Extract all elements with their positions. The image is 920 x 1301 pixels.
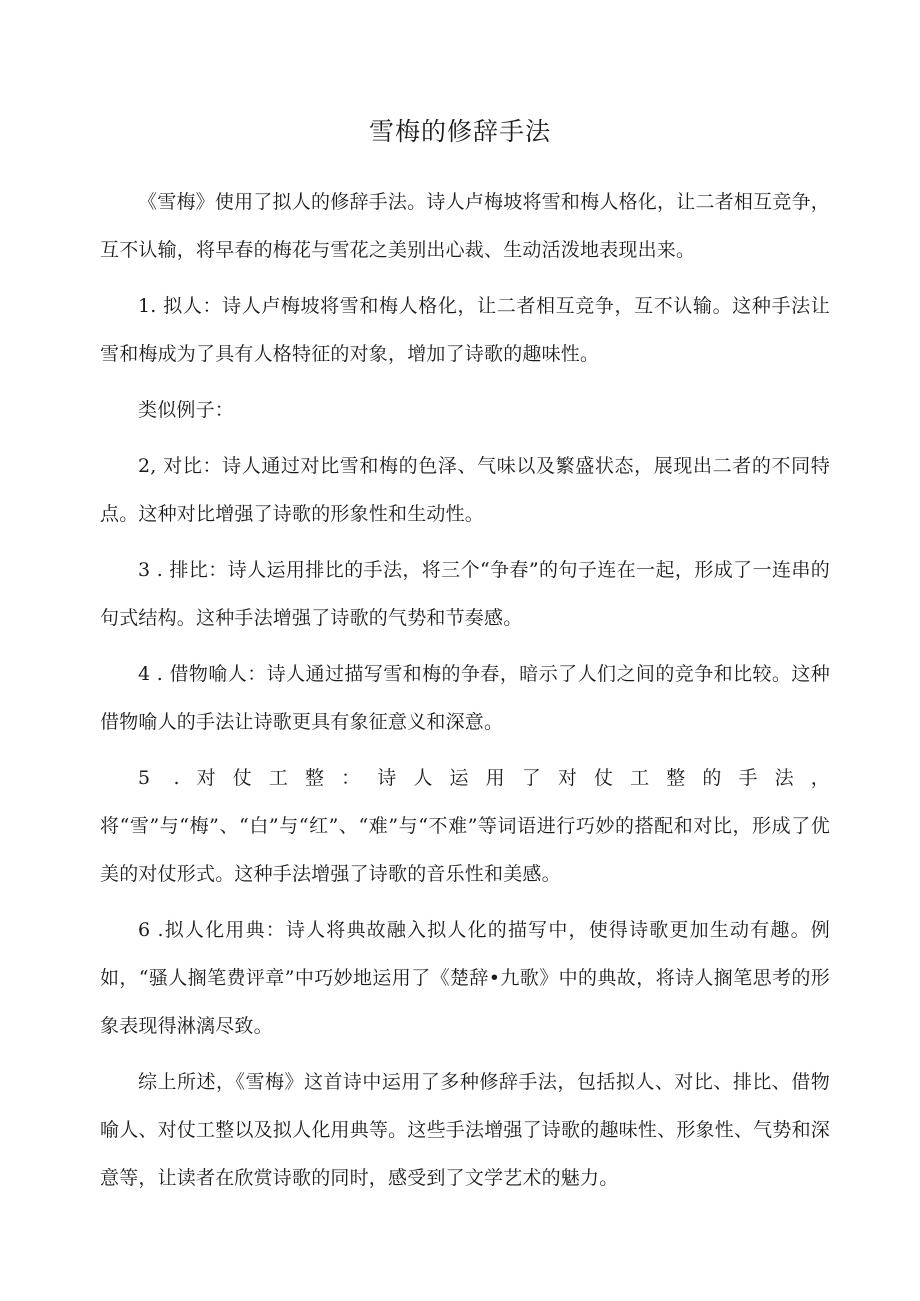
item-personification: 1. 拟人：诗人卢梅坡将雪和梅人格化，让二者相互竞争，互不认输。这种手法让雪和梅成为了具有人格特征的对象，增加了诗歌的趣味性。 xyxy=(100,295,830,365)
summary-paragraph: 综上所述，《雪梅》这首诗中运用了多种修辞手法，包括拟人、对比、排比、借物喻人、对仗工整以及拟人化用典等。这些手法增强了诗歌的趣味性、形象性、气势和深意等，让读者在欣赏诗歌的同时，感受到了文学艺术的魅力。 xyxy=(100,1071,830,1189)
document-body xyxy=(100,178,830,1210)
similar-examples-label: 类似例子： xyxy=(138,399,235,421)
item-antithesis: 5 .对仗工整：诗人运用了对仗工整的手法，将“雪”与“梅”、“白”与“红”、“难”与“不难”等词语进行巧妙的搭配和对比，形成了优美的对仗形式。这种手法增强了诗歌的音乐性和美感。 xyxy=(100,767,830,885)
document-title: 雪梅的修辞手法 xyxy=(368,117,551,146)
intro-paragraph: 《雪梅》使用了拟人的修辞手法。诗人卢梅坡将雪和梅人格化，让二者相互竞争，互不认输，将早春的梅花与雪花之美别出心裁、生动活泼地表现出来。 xyxy=(100,191,830,261)
item-contrast: 2, 对比：诗人通过对比雪和梅的色泽、气味以及繁盛状态，展现出二者的不同特点。这种对比增强了诗歌的形象性和生动性。 xyxy=(100,455,830,525)
item-allusion: 6 .拟人化用典：诗人将典故融入拟人化的描写中，使得诗歌更加生动有趣。例如，“骚人搁笔费评章”中巧妙地运用了《楚辞•九歌》中的典故，将诗人搁笔思考的形象表现得淋漓尽致。 xyxy=(100,919,830,1037)
item-metaphor: 4 . 借物喻人：诗人通过描写雪和梅的争春，暗示了人们之间的竞争和比较。这种借物喻人的手法让诗歌更具有象征意义和深意。 xyxy=(100,663,830,733)
item-parallelism: 3 . 排比：诗人运用排比的手法，将三个“争春”的句子连在一起，形成了一连串的句式结构。这种手法增强了诗歌的气势和节奏感。 xyxy=(100,559,830,629)
